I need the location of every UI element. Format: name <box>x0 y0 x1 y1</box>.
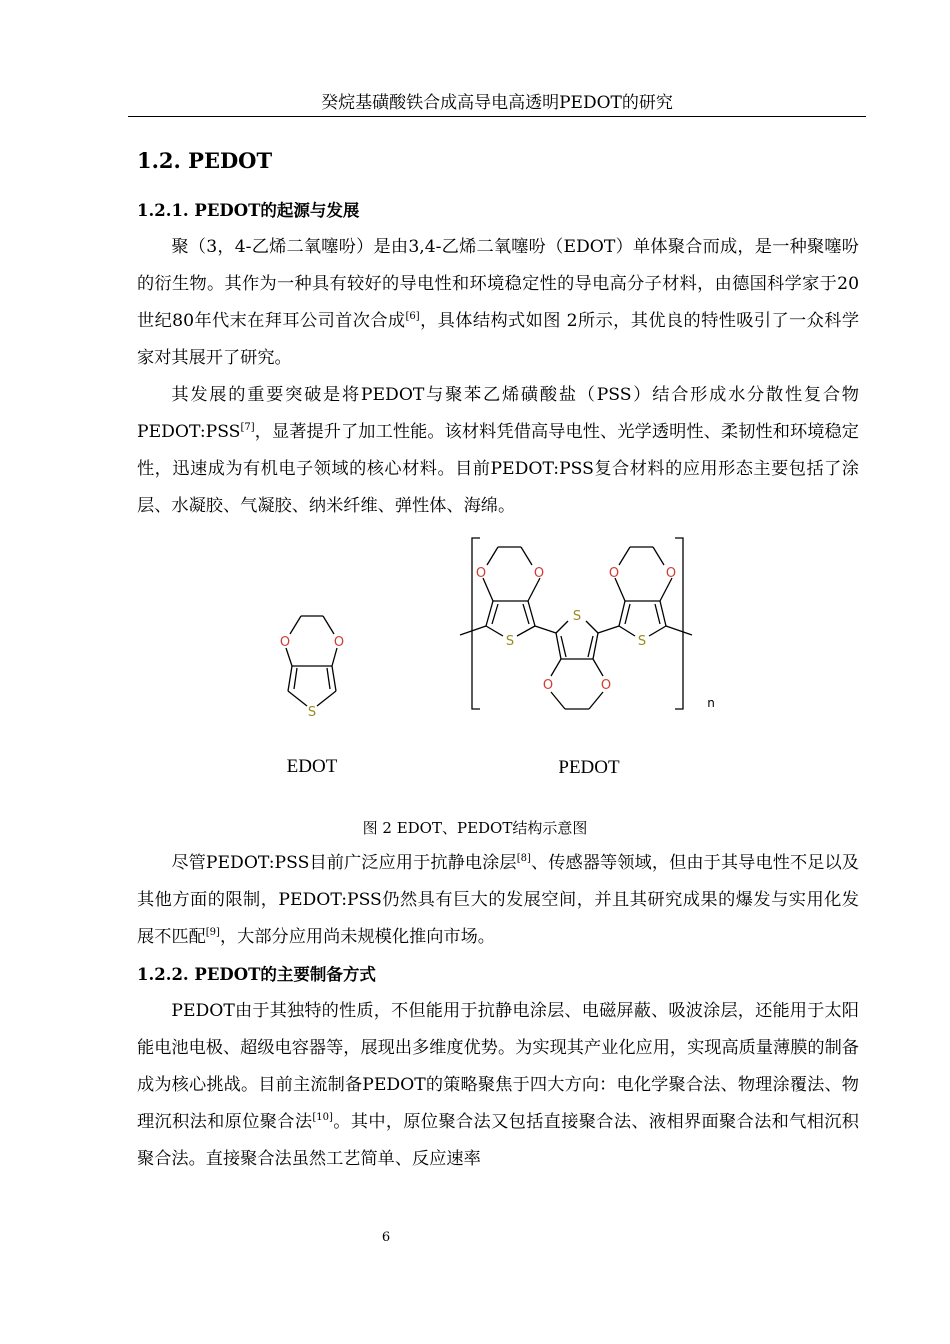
paragraph-text: 、传感器等领域，但由于其导电性不足以及其他方面的限制，PEDOT:PSS仍然具有巨大的发展空间，并且其研究成果的爆发与实用化发展不匹配 <box>137 853 859 947</box>
paragraph-text: ，显著提升了加工性能。该材料凭借高导电性、光学透明性、柔韧性和环境稳定性，迅速成为有机电子领域的核心材料。目前PEDOT:PSS复合材料的应用形态主要包括了涂层、水凝胶、气凝胶、纳米纤维、弹性体、海绵。 <box>137 422 859 516</box>
pedot-oxygen: O <box>600 678 612 693</box>
running-header: 癸烷基磺酸铁合成高导电高透明PEDOT的研究 <box>321 93 673 113</box>
paragraph-development <box>137 377 859 525</box>
section-heading: 1.2. PEDOT <box>137 148 273 173</box>
pedot-oxygen: O <box>475 566 487 581</box>
paragraph-text: 聚（3，4-乙烯二氧噻吩）是由3,4-乙烯二氧噻吩（EDOT）单体聚合而成，是一种聚噻吩的衍生物。其作为一种具有较好的导电性和环境稳定性的导电高分子材料，由德国科学家于20世纪80年代末在拜耳公司首次合成 <box>137 237 859 331</box>
edot-oxygen-left: O <box>279 635 291 650</box>
page-number: 6 <box>381 1230 391 1245</box>
figure-caption: 图 2 EDOT、PEDOT结构示意图 <box>362 819 588 837</box>
citation-7[interactable]: [7] <box>240 422 255 433</box>
atom-labels <box>280 566 715 720</box>
paragraph-text: 尽管PEDOT:PSS目前广泛应用于抗静电涂层 <box>171 853 517 873</box>
edot-sulfur: S <box>307 705 317 720</box>
pedot-sulfur: S <box>637 634 647 649</box>
citation-10[interactable]: [10] <box>312 1112 333 1123</box>
paragraph-text: ，大部分应用尚未规模化推向市场。 <box>219 927 495 947</box>
pedot-oxygen: O <box>665 566 677 581</box>
paragraph-origin <box>137 229 859 377</box>
subsection-heading-preparation: 1.2.2. PEDOT的主要制备方式 <box>137 965 376 984</box>
citation-8[interactable]: [8] <box>516 853 531 864</box>
header-rule <box>128 116 866 117</box>
paragraph-text: PEDOT由于其独特的性质，不但能用于抗静电涂层、电磁屏蔽、吸波涂层，还能用于太阳能电池电极、超级电容器等，展现出多维度优势。为实现其产业化应用，实现高质量薄膜的制备成为核心挑战。目前主流制备PEDOT的策略聚焦于四大方向：电化学聚合法、物理涂覆法、物理沉积法和原位聚合法 <box>137 1001 859 1132</box>
paragraph-text: ，具体结构式如图 2所示，其优良的特性吸引了一众科学家对其展开了研究。 <box>137 311 860 368</box>
bonds <box>286 538 692 709</box>
pedot-sulfur: S <box>505 634 515 649</box>
pedot-oxygen: O <box>533 566 545 581</box>
paragraph-limitations <box>137 845 859 956</box>
paragraph-preparation <box>137 993 859 1178</box>
citation-6[interactable]: [6] <box>405 311 420 322</box>
subsection-heading-origin: 1.2.1. PEDOT的起源与发展 <box>137 201 360 220</box>
paragraph-text: 。其中，原位聚合法又包括直接聚合法、液相界面聚合法和气相沉积聚合法。直接聚合法虽然工艺简单、反应速率 <box>137 1112 859 1169</box>
pedot-label: PEDOT <box>558 757 620 778</box>
citation-9[interactable]: [9] <box>205 927 220 938</box>
figure-edot-pedot <box>0 525 950 850</box>
pedot-sulfur: S <box>572 609 582 624</box>
edot-label: EDOT <box>286 756 338 777</box>
paragraph-text: 其发展的重要突破是将PEDOT与聚苯乙烯磺酸盐（PSS）结合形成水分散性复合物PEDOT:PSS <box>137 385 859 442</box>
pedot-oxygen: O <box>542 678 554 693</box>
chemical-structure-diagram <box>0 525 950 815</box>
repeat-unit-subscript: n <box>707 696 715 710</box>
pedot-oxygen: O <box>608 566 620 581</box>
edot-oxygen-right: O <box>333 635 345 650</box>
